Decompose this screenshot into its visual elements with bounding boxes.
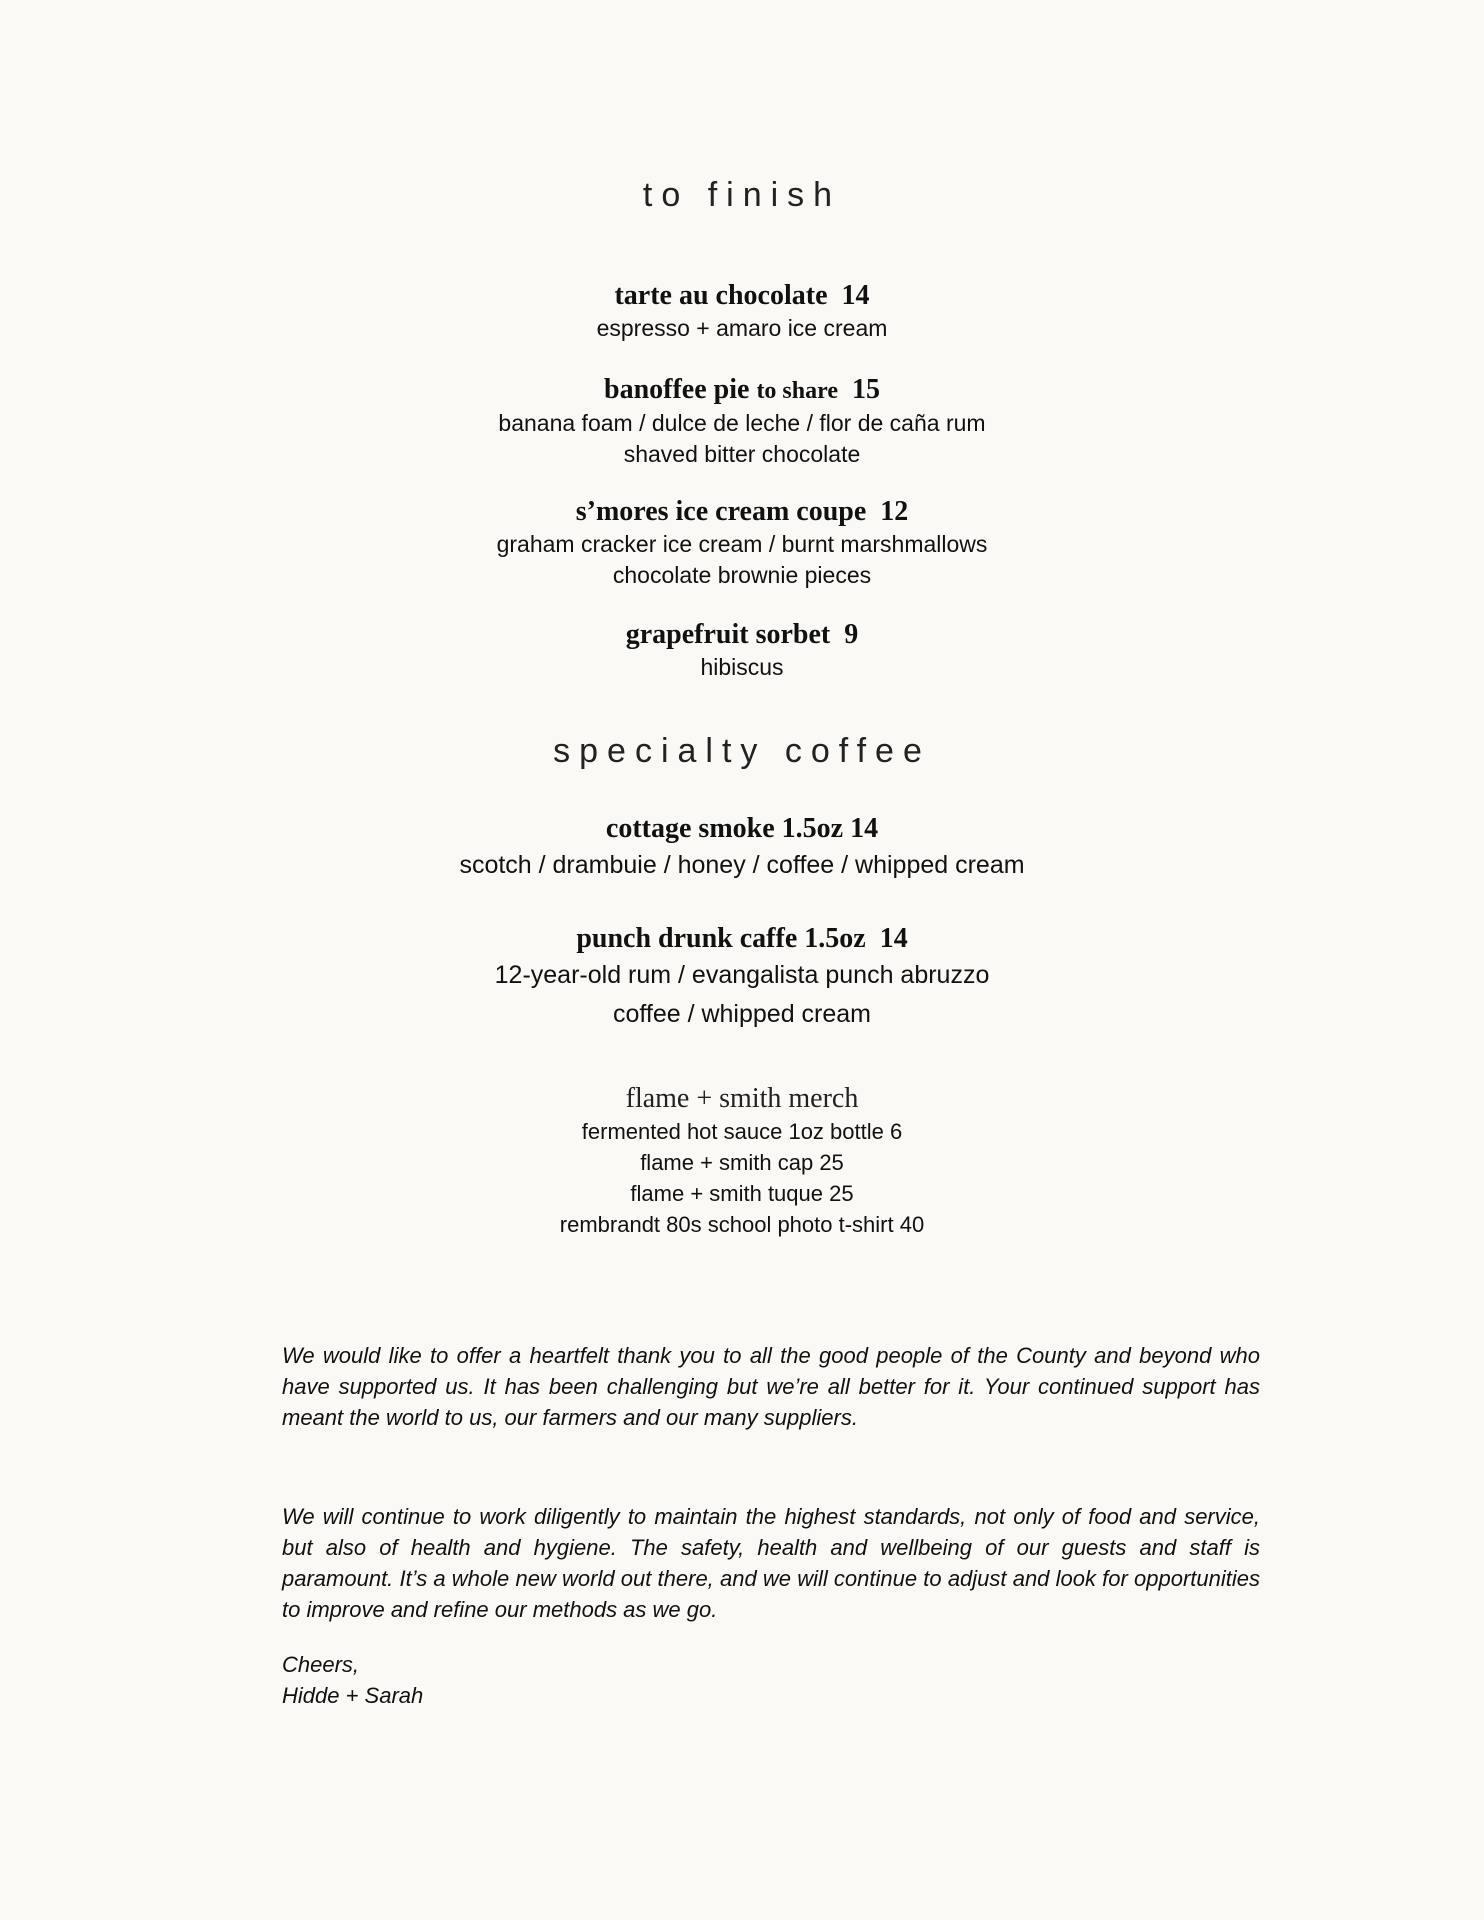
merch-title: flame + smith merch (625, 1083, 859, 1114)
merch-section (0, 1082, 1484, 1240)
thank-you-paragraph: We would like to offer a heartfelt thank you to all the good people of the County and beyond who have supported us. It has been challenging but we’re all better for it. Your continued support has meant the world to us, our farmers and our many suppliers. (282, 1343, 1260, 1430)
coffee-item-desc: coffee / whipped cream (612, 1000, 872, 1028)
coffee-item-name: cottage smoke 1.5oz 14 (605, 813, 879, 844)
dessert-item-name: tarte au chocolate 14 (614, 280, 870, 311)
merch-item: flame + smith cap 25 (640, 1150, 844, 1175)
dessert-item-name: s’mores ice cream coupe 12 (575, 496, 909, 527)
dessert-item-name: banoffee pie to share 15 (604, 374, 880, 405)
section-title-to-finish: to finish (642, 176, 842, 214)
section-title-specialty-coffee: specialty coffee (553, 732, 931, 770)
dessert-item-desc: hibiscus (700, 654, 784, 680)
merch-item: fermented hot sauce 1oz bottle 6 (581, 1119, 903, 1144)
standards-paragraph: We will continue to work diligently to maintain the highest standards, not only of food and service, but also of health and hygiene. The safety, health and wellbeing of our guests and staff is paramount. It’s a whole new world out there, and we will continue to adjust and look for opportunities to improve and refine our methods as we go. (282, 1504, 1260, 1622)
dessert-item (0, 279, 1484, 344)
coffee-item-price: 14 (850, 813, 879, 844)
dessert-item (0, 373, 1484, 470)
dessert-item (0, 618, 1484, 683)
dessert-item-price: 15 (852, 374, 880, 405)
closing: Cheers, (282, 1652, 360, 1677)
dessert-item-price: 12 (880, 496, 909, 527)
signature: Hidde + Sarah (282, 1683, 424, 1708)
dessert-item-name: grapefruit sorbet 9 (625, 619, 859, 650)
coffee-item-name: punch drunk caffe 1.5oz 14 (576, 923, 908, 954)
coffee-item (0, 812, 1484, 885)
dessert-item-desc: graham cracker ice cream / burnt marshmallows (496, 531, 988, 557)
coffee-item (0, 922, 1484, 1034)
dessert-item-desc: banana foam / dulce de leche / flor de caña rum (498, 410, 986, 436)
coffee-item-desc: scotch / drambuie / honey / coffee / whipped cream (459, 851, 1025, 879)
dessert-section-header (0, 176, 1484, 215)
coffee-item-desc: 12-year-old rum / evangalista punch abruzzo (494, 961, 990, 989)
coffee-section-header (0, 732, 1484, 771)
dessert-item-price: 9 (844, 619, 859, 650)
dessert-item-price: 14 (841, 280, 870, 311)
dessert-item-desc: espresso + amaro ice cream (596, 315, 888, 341)
merch-item: rembrandt 80s school photo t-shirt 40 (559, 1212, 925, 1237)
coffee-item-price: 14 (879, 923, 908, 954)
dessert-item-desc: shaved bitter chocolate (623, 441, 861, 467)
dessert-item-desc: chocolate brownie pieces (612, 562, 872, 588)
dessert-item (0, 495, 1484, 591)
merch-item: flame + smith tuque 25 (630, 1181, 854, 1206)
